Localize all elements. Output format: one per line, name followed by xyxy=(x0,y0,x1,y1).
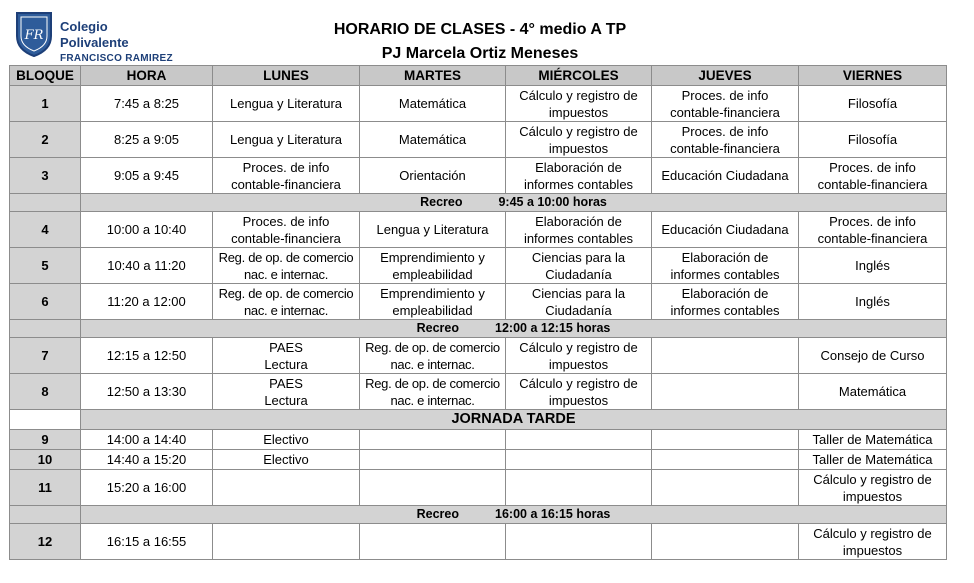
subject-cell-martes xyxy=(360,524,506,560)
bloque-cell: 1 xyxy=(10,86,81,122)
hora-cell: 9:05 a 9:45 xyxy=(81,158,213,194)
svg-text:FR: FR xyxy=(24,28,44,43)
subject-cell-martes xyxy=(360,450,506,470)
subject-line: Lengua y Literatura xyxy=(229,96,343,111)
subject-cell-viernes xyxy=(799,338,947,374)
hora-cell: 10:40 a 11:20 xyxy=(81,248,213,284)
subject-line: impuestos xyxy=(842,542,903,558)
subject-line: Cálculo y registro de xyxy=(813,471,932,487)
subject-line: Matemática xyxy=(398,96,467,111)
hora-cell: 7:45 a 8:25 xyxy=(81,86,213,122)
subject-cell-viernes xyxy=(799,86,947,122)
hora-cell: 10:00 a 10:40 xyxy=(81,212,213,248)
break-spacer xyxy=(10,506,81,524)
break-label: Recreo xyxy=(420,195,463,209)
subject-line: Cálculo y registro de xyxy=(519,123,638,139)
subject-line: Reg. de op. de comercio xyxy=(218,285,354,301)
subject-cell-miercoles xyxy=(506,122,652,158)
bloque-cell: 6 xyxy=(10,284,81,320)
table-row xyxy=(10,430,947,450)
subject-cell-jueves xyxy=(652,158,799,194)
subject-line: Emprendimiento y xyxy=(380,285,485,301)
subject-line: Reg. de op. de comercio xyxy=(365,339,500,355)
subject-line: impuestos xyxy=(548,140,609,156)
table-row xyxy=(10,122,947,158)
subject-line: empleabilidad xyxy=(392,302,473,318)
subject-cell-jueves xyxy=(652,470,799,506)
bloque-cell: 9 xyxy=(10,430,81,450)
subject-cell-miercoles xyxy=(506,430,652,450)
subject-line: impuestos xyxy=(548,104,609,120)
schedule-table xyxy=(9,65,947,560)
subject-line: PAES xyxy=(269,375,303,391)
jornada-row xyxy=(10,410,947,430)
subject-cell-martes xyxy=(360,158,506,194)
subject-line: Lectura xyxy=(264,356,308,372)
bloque-cell: 3 xyxy=(10,158,81,194)
subject-line: Elaboración de xyxy=(681,285,769,301)
col-header-lunes: LUNES xyxy=(213,66,360,86)
subject-line: Ciencias para la xyxy=(531,285,626,301)
page-subtitle: PJ Marcela Ortiz Meneses xyxy=(381,45,579,62)
break-time: 12:00 a 12:15 horas xyxy=(495,321,611,335)
subject-cell-jueves xyxy=(652,122,799,158)
subject-cell-martes xyxy=(360,86,506,122)
subject-cell-lunes xyxy=(213,284,360,320)
break-label: Recreo xyxy=(416,321,460,335)
subject-line: nac. e internac. xyxy=(243,302,329,318)
bloque-cell: 4 xyxy=(10,212,81,248)
hora-cell: 12:50 a 13:30 xyxy=(81,374,213,410)
subject-line: PAES xyxy=(269,339,303,355)
subject-cell-martes xyxy=(360,430,506,450)
subject-cell-miercoles xyxy=(506,338,652,374)
subject-line: contable-financiera xyxy=(670,104,780,120)
subject-cell-miercoles xyxy=(506,374,652,410)
subject-line: Elaboración de xyxy=(535,159,622,175)
subject-cell-miercoles xyxy=(506,86,652,122)
subject-cell-miercoles xyxy=(506,284,652,320)
table-row xyxy=(10,158,947,194)
table-row xyxy=(10,284,947,320)
jornada-label: JORNADA TARDE xyxy=(81,410,947,430)
subject-cell-martes xyxy=(360,470,506,506)
subject-line: impuestos xyxy=(842,488,903,504)
subject-line: contable-financiera xyxy=(231,176,341,192)
subject-line: Taller de Matemática xyxy=(812,432,933,447)
subject-line: Filosofía xyxy=(847,132,898,147)
subject-cell-lunes xyxy=(213,338,360,374)
subject-cell-miercoles xyxy=(506,470,652,506)
subject-cell-viernes xyxy=(799,248,947,284)
subject-cell-jueves xyxy=(652,212,799,248)
school-logo xyxy=(14,10,174,64)
bloque-cell: 5 xyxy=(10,248,81,284)
subject-line: Proces. de info xyxy=(242,213,330,229)
break-row xyxy=(10,506,947,524)
col-header-jueves: JUEVES xyxy=(652,66,799,86)
subject-line: Lectura xyxy=(264,392,308,408)
break-label: Recreo xyxy=(416,507,460,521)
subject-line: Elaboración de xyxy=(535,213,622,229)
subject-line: Educación Ciudadana xyxy=(661,222,789,237)
subject-line: Inglés xyxy=(855,258,890,273)
subject-line: Cálculo y registro de xyxy=(519,87,638,103)
bloque-cell: 10 xyxy=(10,450,81,470)
subject-cell-viernes xyxy=(799,284,947,320)
subject-cell-martes xyxy=(360,212,506,248)
hora-cell: 11:20 a 12:00 xyxy=(81,284,213,320)
subject-cell-miercoles xyxy=(506,212,652,248)
school-name-sub: FRANCISCO RAMIREZ xyxy=(60,53,173,64)
subject-line: Ciencias para la xyxy=(531,249,626,265)
col-header-bloque: BLOQUE xyxy=(10,66,81,86)
subject-line: nac. e internac. xyxy=(390,356,475,372)
hora-cell: 16:15 a 16:55 xyxy=(81,524,213,560)
subject-cell-miercoles xyxy=(506,450,652,470)
subject-line: informes contables xyxy=(670,266,780,282)
subject-cell-jueves xyxy=(652,450,799,470)
break-time: 16:00 a 16:15 horas xyxy=(495,507,611,521)
col-header-martes: MARTES xyxy=(360,66,506,86)
table-row xyxy=(10,450,947,470)
subject-line: Lengua y Literatura xyxy=(229,132,343,147)
table-row xyxy=(10,248,947,284)
subject-line: contable-financiera xyxy=(817,230,928,246)
bloque-cell: 7 xyxy=(10,338,81,374)
subject-cell-miercoles xyxy=(506,158,652,194)
subject-cell-miercoles xyxy=(506,248,652,284)
subject-cell-martes xyxy=(360,338,506,374)
subject-cell-lunes xyxy=(213,430,360,450)
subject-cell-lunes xyxy=(213,470,360,506)
table-row xyxy=(10,524,947,560)
subject-line: Proces. de info xyxy=(242,159,330,175)
table-row xyxy=(10,86,947,122)
subject-cell-viernes xyxy=(799,212,947,248)
subject-line: Cálculo y registro de xyxy=(519,375,638,391)
subject-cell-miercoles xyxy=(506,524,652,560)
hora-cell: 14:40 a 15:20 xyxy=(81,450,213,470)
subject-line: Matemática xyxy=(838,384,907,399)
table-row xyxy=(10,212,947,248)
table-row xyxy=(10,470,947,506)
subject-line: contable-financiera xyxy=(670,140,780,156)
subject-cell-viernes xyxy=(799,450,947,470)
subject-cell-jueves xyxy=(652,284,799,320)
subject-cell-jueves xyxy=(652,374,799,410)
break-time: 9:45 a 10:00 horas xyxy=(498,195,607,209)
subject-line: Cálculo y registro de xyxy=(813,525,932,541)
subject-cell-jueves xyxy=(652,86,799,122)
subject-line: Electivo xyxy=(263,432,309,447)
subject-cell-lunes xyxy=(213,122,360,158)
subject-line: impuestos xyxy=(548,356,609,372)
hora-cell: 15:20 a 16:00 xyxy=(81,470,213,506)
hora-cell: 14:00 a 14:40 xyxy=(81,430,213,450)
subject-line: informes contables xyxy=(523,176,634,192)
bloque-cell: 8 xyxy=(10,374,81,410)
break-cell xyxy=(81,506,947,524)
subject-line: Ciudadanía xyxy=(545,302,612,318)
subject-line: Proces. de info xyxy=(681,87,769,103)
bloque-cell: 12 xyxy=(10,524,81,560)
subject-line: Reg. de op. de comercio xyxy=(365,375,500,391)
subject-cell-viernes xyxy=(799,122,947,158)
page-title: HORARIO DE CLASES - 4° medio A TP xyxy=(333,21,627,38)
jornada-spacer xyxy=(10,410,81,430)
subject-line: Filosofía xyxy=(847,96,898,111)
subject-line: impuestos xyxy=(548,392,609,408)
subject-cell-lunes xyxy=(213,212,360,248)
hora-cell: 8:25 a 9:05 xyxy=(81,122,213,158)
subject-line: Elaboración de xyxy=(681,249,769,265)
subject-cell-martes xyxy=(360,248,506,284)
subject-cell-martes xyxy=(360,284,506,320)
subject-cell-lunes xyxy=(213,524,360,560)
subject-line: Proces. de info xyxy=(681,123,769,139)
subject-cell-lunes xyxy=(213,86,360,122)
subject-cell-lunes xyxy=(213,374,360,410)
subject-line: Lengua y Literatura xyxy=(376,222,489,237)
subject-cell-martes xyxy=(360,374,506,410)
subject-cell-lunes xyxy=(213,248,360,284)
break-row xyxy=(10,194,947,212)
col-header-miercoles: MIÉRCOLES xyxy=(506,66,652,86)
subject-cell-lunes xyxy=(213,450,360,470)
subject-line: Orientación xyxy=(399,168,466,183)
subject-cell-viernes xyxy=(799,470,947,506)
subject-line: Consejo de Curso xyxy=(820,348,925,363)
break-cell xyxy=(81,194,947,212)
subject-line: Reg. de op. de comercio xyxy=(218,249,354,265)
bloque-cell: 11 xyxy=(10,470,81,506)
subject-line: Educación Ciudadana xyxy=(661,168,789,183)
subject-cell-jueves xyxy=(652,430,799,450)
subject-line: informes contables xyxy=(523,230,634,246)
subject-cell-jueves xyxy=(652,338,799,374)
subject-line: Ciudadanía xyxy=(545,266,612,282)
school-name: Colegio Polivalente xyxy=(60,19,129,50)
subject-line: Electivo xyxy=(263,452,309,467)
subject-cell-jueves xyxy=(652,248,799,284)
break-cell xyxy=(81,320,947,338)
subject-line: contable-financiera xyxy=(231,230,341,246)
break-spacer xyxy=(10,320,81,338)
subject-line: contable-financiera xyxy=(817,176,928,192)
subject-line: Proces. de info xyxy=(829,213,916,229)
subject-line: Cálculo y registro de xyxy=(519,339,638,355)
table-row xyxy=(10,374,947,410)
subject-line: empleabilidad xyxy=(392,266,473,282)
col-header-viernes: VIERNES xyxy=(799,66,947,86)
subject-cell-martes xyxy=(360,122,506,158)
break-row xyxy=(10,320,947,338)
subject-line: Inglés xyxy=(855,294,890,309)
subject-line: informes contables xyxy=(670,302,780,318)
subject-line: Taller de Matemática xyxy=(812,452,933,467)
subject-cell-viernes xyxy=(799,374,947,410)
subject-line: Emprendimiento y xyxy=(380,249,485,265)
hora-cell: 12:15 a 12:50 xyxy=(81,338,213,374)
break-spacer xyxy=(10,194,81,212)
subject-line: Proces. de info xyxy=(829,159,916,175)
subject-cell-lunes xyxy=(213,158,360,194)
header-row xyxy=(10,66,947,86)
school-crest-icon xyxy=(14,10,54,58)
subject-cell-jueves xyxy=(652,524,799,560)
col-header-hora: HORA xyxy=(81,66,213,86)
table-row xyxy=(10,338,947,374)
subject-cell-viernes xyxy=(799,430,947,450)
subject-line: Matemática xyxy=(398,132,467,147)
subject-cell-viernes xyxy=(799,158,947,194)
subject-line: nac. e internac. xyxy=(390,392,475,408)
bloque-cell: 2 xyxy=(10,122,81,158)
subject-cell-viernes xyxy=(799,524,947,560)
subject-line: nac. e internac. xyxy=(243,266,329,282)
